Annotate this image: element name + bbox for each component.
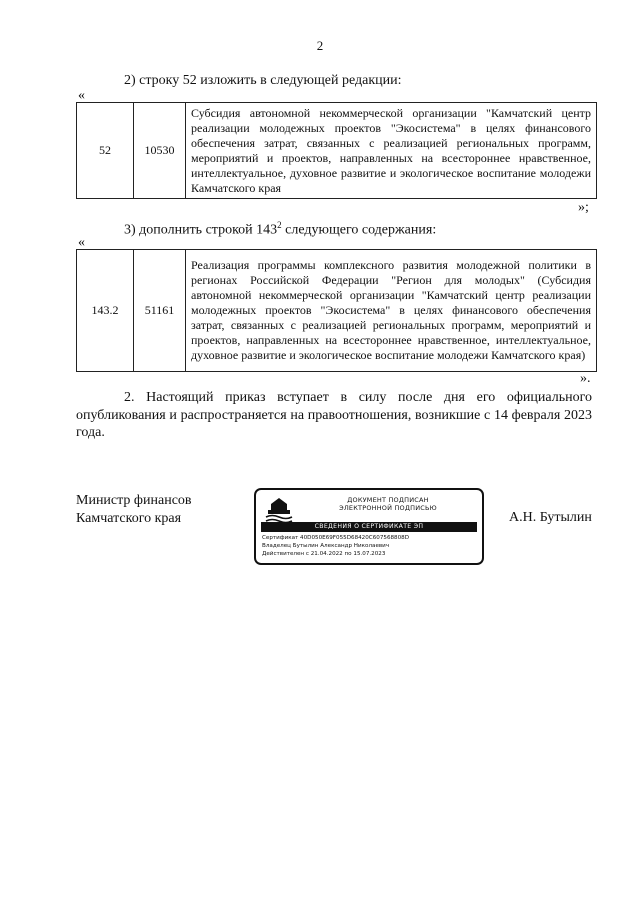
paragraph-2: 2. Настоящий приказ вступает в силу после дня его официального опубликования и распространяется на правоотношения, возникшие с 14 февраля 2023 года. <box>76 390 592 440</box>
item2-close-quote: »; <box>578 200 589 215</box>
stamp-validity: Действителен с 21.04.2022 по 15.07.2023 <box>262 551 386 557</box>
item2-open-quote: « <box>78 88 85 103</box>
table-row <box>77 250 597 372</box>
row-code: 10530 <box>134 103 186 199</box>
stamp-certificate-band: СВЕДЕНИЯ О СЕРТИФИКАТЕ ЭП <box>261 522 477 532</box>
item2-table <box>76 102 597 199</box>
page-number: 2 <box>316 38 324 53</box>
electronic-signature-stamp <box>254 488 484 565</box>
stamp-certificate-number: Сертификат 40D050E69F055D68420C607568808D <box>262 535 410 541</box>
position-line-1: Министр финансов <box>76 493 192 508</box>
item3-close-quote: ». <box>580 371 591 386</box>
row-code: 51161 <box>134 250 186 372</box>
item3-intro <box>124 217 436 239</box>
item3-intro-suffix: следующего содержания: <box>281 222 437 238</box>
position-line-2: Камчатского края <box>76 511 182 526</box>
table-row <box>77 103 597 199</box>
item3-table <box>76 249 597 372</box>
stamp-title-line-2: ЭЛЕКТРОННОЙ ПОДПИСЬЮ <box>339 504 437 512</box>
stamp-title <box>304 496 472 512</box>
row-number: 143.2 <box>77 250 134 372</box>
stamp-owner: Владелец Бутылин Александр Николаевич <box>262 543 390 549</box>
row-number: 52 <box>77 103 134 199</box>
item3-open-quote: « <box>78 235 85 250</box>
item3-intro-prefix: 3) дополнить строкой 143 <box>124 222 278 238</box>
item3-intro-superscript: 2 <box>277 220 282 230</box>
row-text: Субсидия автономной некоммерческой организации "Камчатский центр реализации молодежных проектов "Экосистема" в целях финансового обеспечения затрат, связанных с реализацией региональных программ, мероприятий и проектов, направленных на всестороннее нравственное, интеллектуальное, духовное развитие и экологическое воспитание молодежи Камчатского края <box>186 103 597 199</box>
item2-intro: 2) строку 52 изложить в следующей редакции: <box>124 73 402 88</box>
coat-of-arms-icon <box>264 496 294 524</box>
signatory-position <box>76 492 192 528</box>
row-text: Реализация программы комплексного развития молодежной политики в регионах Российской Федерации "Регион для молодых" (Субсидия автономной некоммерческой организации "Камчатский центр реализации молодежных проектов "Экосистема" в целях финансового обеспечения затрат, связанных с реализацией региональных программ, мероприятий и проектов, направленных на всестороннее нравственное, интеллектуальное, духовное развитие и экологическое воспитание молодежи Камчатского края) <box>186 250 597 372</box>
stamp-title-line-1: ДОКУМЕНТ ПОДПИСАН <box>347 496 429 504</box>
signatory-name: А.Н. Бутылин <box>509 510 592 525</box>
